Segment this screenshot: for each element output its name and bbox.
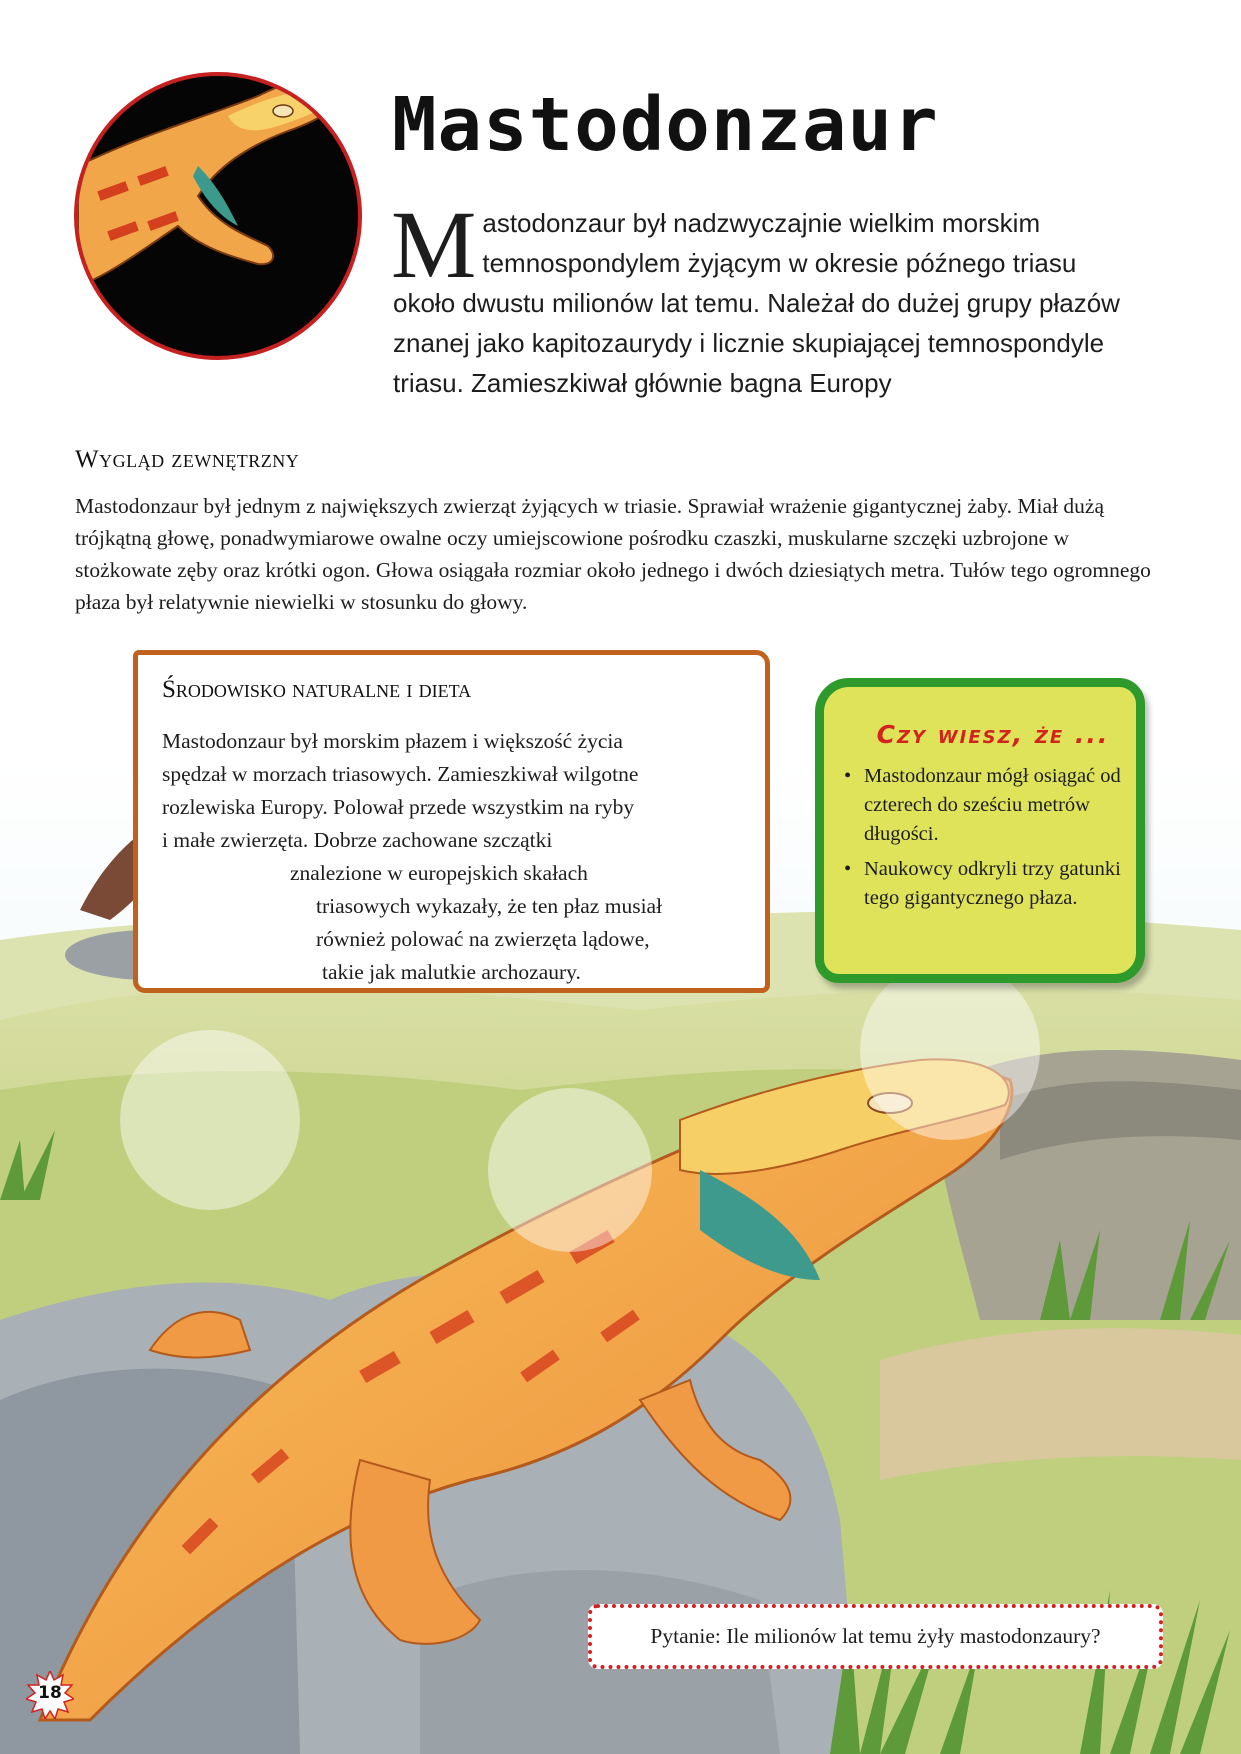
fact-item: • Naukowcy odkryli trzy gatunki tego gigantycznego płaza. (838, 855, 1138, 913)
diet-line: takie jak malutkie archozaury. (322, 960, 581, 984)
diet-line: rozlewiska Europy. Polował przede wszystkim na ryby (162, 795, 635, 819)
question-text: Pytanie: Ile milionów lat temu żyły mastodonzaury? (650, 1624, 1101, 1648)
appearance-heading: Wygląd zewnętrzny (75, 446, 300, 473)
fact-item: • Mastodonzaur mógł osiągać od czterech do sześciu metrów długości. (838, 762, 1138, 849)
intro-paragraph (391, 191, 1123, 403)
page-number: 18 (38, 1683, 62, 1703)
question-box (588, 1604, 1163, 1669)
page-title: Mastodonzaur (392, 82, 939, 168)
diet-line: znalezione w europejskich skałach (290, 861, 588, 885)
diet-line: Mastodonzaur był morskim płazem i większość życia (162, 729, 623, 753)
page-number-badge (26, 1671, 74, 1719)
fact-list (838, 762, 1138, 919)
diet-line: spędzał w morzach triasowych. Zamieszkiwał wilgotne (162, 762, 639, 786)
diet-line: i małe zwierzęta. Dobrze zachowane szczątki (162, 828, 553, 852)
appearance-paragraph: Mastodonzaur był jednym z największych zwierząt żyjących w triasie. Sprawiał wrażenie gigantycznej żaby. Miał dużą trójkątną głowę, ponadwymiarowe owalne oczy umiejscowione pośrodku czaszki, muskularne szczęki uzbrojone w stożkowate zęby oraz krótki ogon. Głowa osiągała rozmiar około jednego i dwóch dziesiątych metra. Tułów tego ogromnego płaza był relatywnie niewielki w stosunku do głowy. (75, 494, 1151, 614)
diet-heading: Środowisko naturalne i dieta (162, 676, 472, 703)
diet-line: również polować na zwierzęta lądowe, (316, 927, 650, 951)
mastodonsaurus-portrait (74, 72, 362, 360)
fact-heading: Czy wiesz, że ... (876, 720, 1110, 749)
intro-text: astodonzaur był nadzwyczajnie wielkim morskim temnospondylem żyjącym w okresie późnego triasu około dwustu milionów lat temu. Należał do dużej grupy płazów znanej jako kapitozaurydy i licznie skupiającej temnospondyle triasu. Zamieszkiwał głównie bagna Europy (393, 208, 1120, 398)
mastodonsaurus-head-illustration (78, 76, 362, 360)
diet-line: triasowych wykazały, że ten płaz musiał (316, 894, 663, 918)
drop-cap: M (391, 191, 477, 298)
